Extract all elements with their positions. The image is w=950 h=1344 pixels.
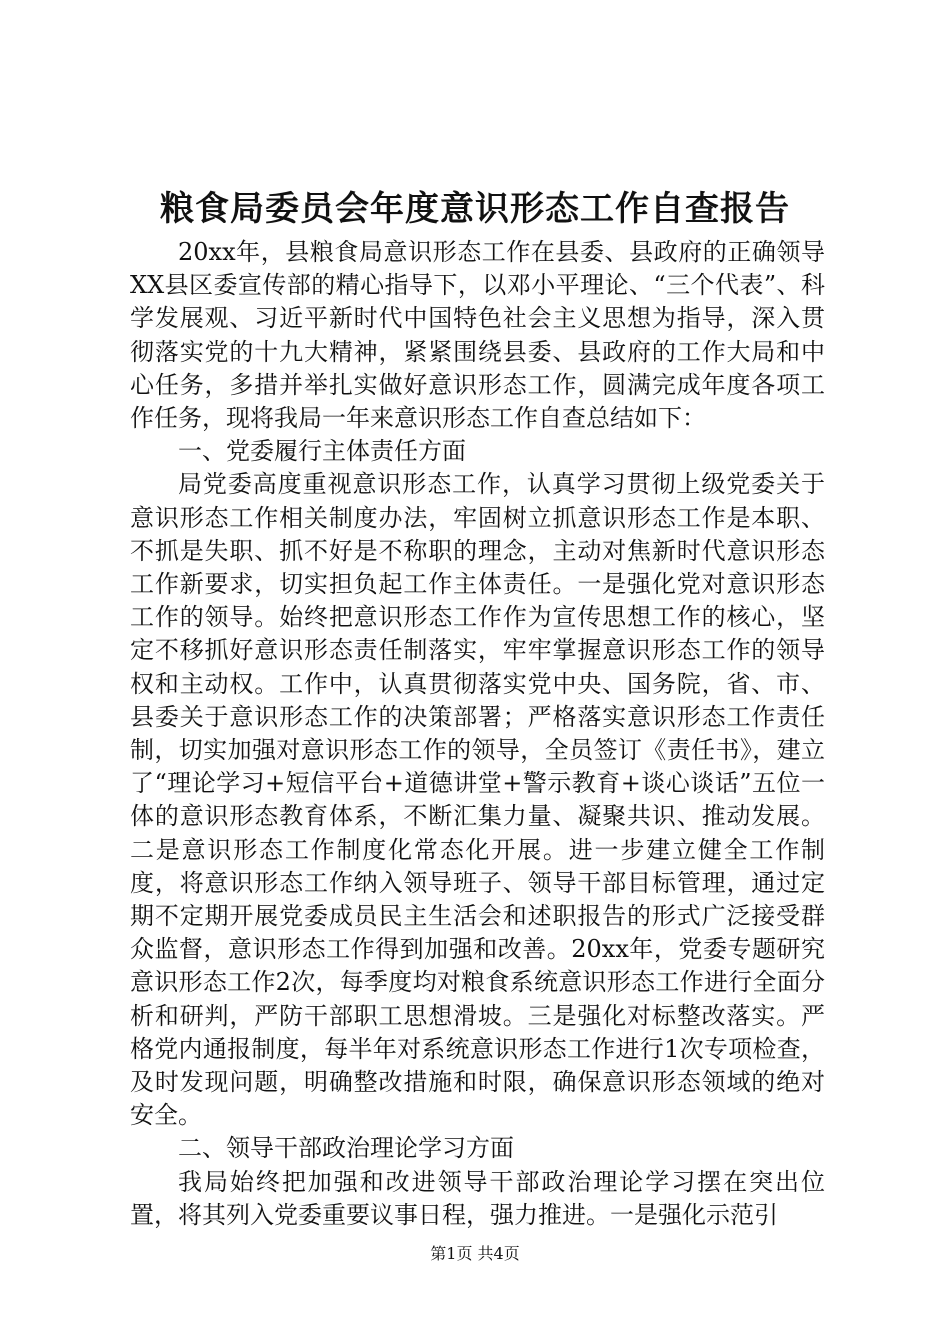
section-heading-2: 二、领导干部政治理论学习方面	[178, 1134, 514, 1163]
document-body	[130, 236, 825, 1232]
section-1-paragraph: 局党委高度重视意识形态工作，认真学习贯彻上级党委关于意识形态工作相关制度办法，牢固树立抓意识形态工作是本职、不抓是失职、抓不好是不称职的理念，主动对焦新时代意识形态工作新要求，切实担负起工作主体责任。一是强化党对意识形态工作的领导。始终把意识形态工作作为宣传思想工作的核心，坚定不移抓好意识形态责任制落实，牢牢掌握意识形态工作的领导权和主动权。工作中，认真贯彻落实党中央、国务院，省、市、县委关于意识形态工作的决策部署；严格落实意识形态工作责任制，切实加强对意识形态工作的领导，全员签订《责任书》，建立了“理论学习+短信平台+道德讲堂+警示教育+谈心谈话”五位一体的意识形态教育体系，不断汇集力量、凝聚共识、推动发展。二是意识形态工作制度化常态化开展。进一步建立健全工作制度，将意识形态工作纳入领导班子、领导干部目标管理，通过定期不定期开展党委成员民主生活会和述职报告的形式广泛接受群众监督，意识形态工作得到加强和改善。20xx年，党委专题研究意识形态工作2次，每季度均对粮食系统意识形态工作进行全面分析和研判，严防干部职工思想滑坡。三是强化对标整改落实。严格党内通报制度，每半年对系统意识形态工作进行1次专项检查，及时发现问题，明确整改措施和时限，确保意识形态领域的绝对安全。	[130, 470, 825, 1130]
document-title: 粮食局委员会年度意识形态工作自查报告	[160, 189, 790, 229]
section-heading-1: 一、党委履行主体责任方面	[178, 437, 466, 466]
section-2-paragraph: 我局始终把加强和改进领导干部政治理论学习摆在突出位置，将其列入党委重要议事日程，强力推进。一是强化示范引	[130, 1167, 825, 1229]
page-number-footer: 第1页 共4页	[430, 1244, 520, 1263]
intro-paragraph: 20xx年，县粮食局意识形态工作在县委、县政府的正确领导XX县区委宣传部的精心指导下，以邓小平理论、“三个代表”、科学发展观、习近平新时代中国特色社会主义思想为指导，深入贯彻落实党的十九大精神，紧紧围绕县委、县政府的工作大局和中心任务，多措并举扎实做好意识形态工作，圆满完成年度各项工作任务，现将我局一年来意识形态工作自查总结如下：	[130, 238, 825, 433]
